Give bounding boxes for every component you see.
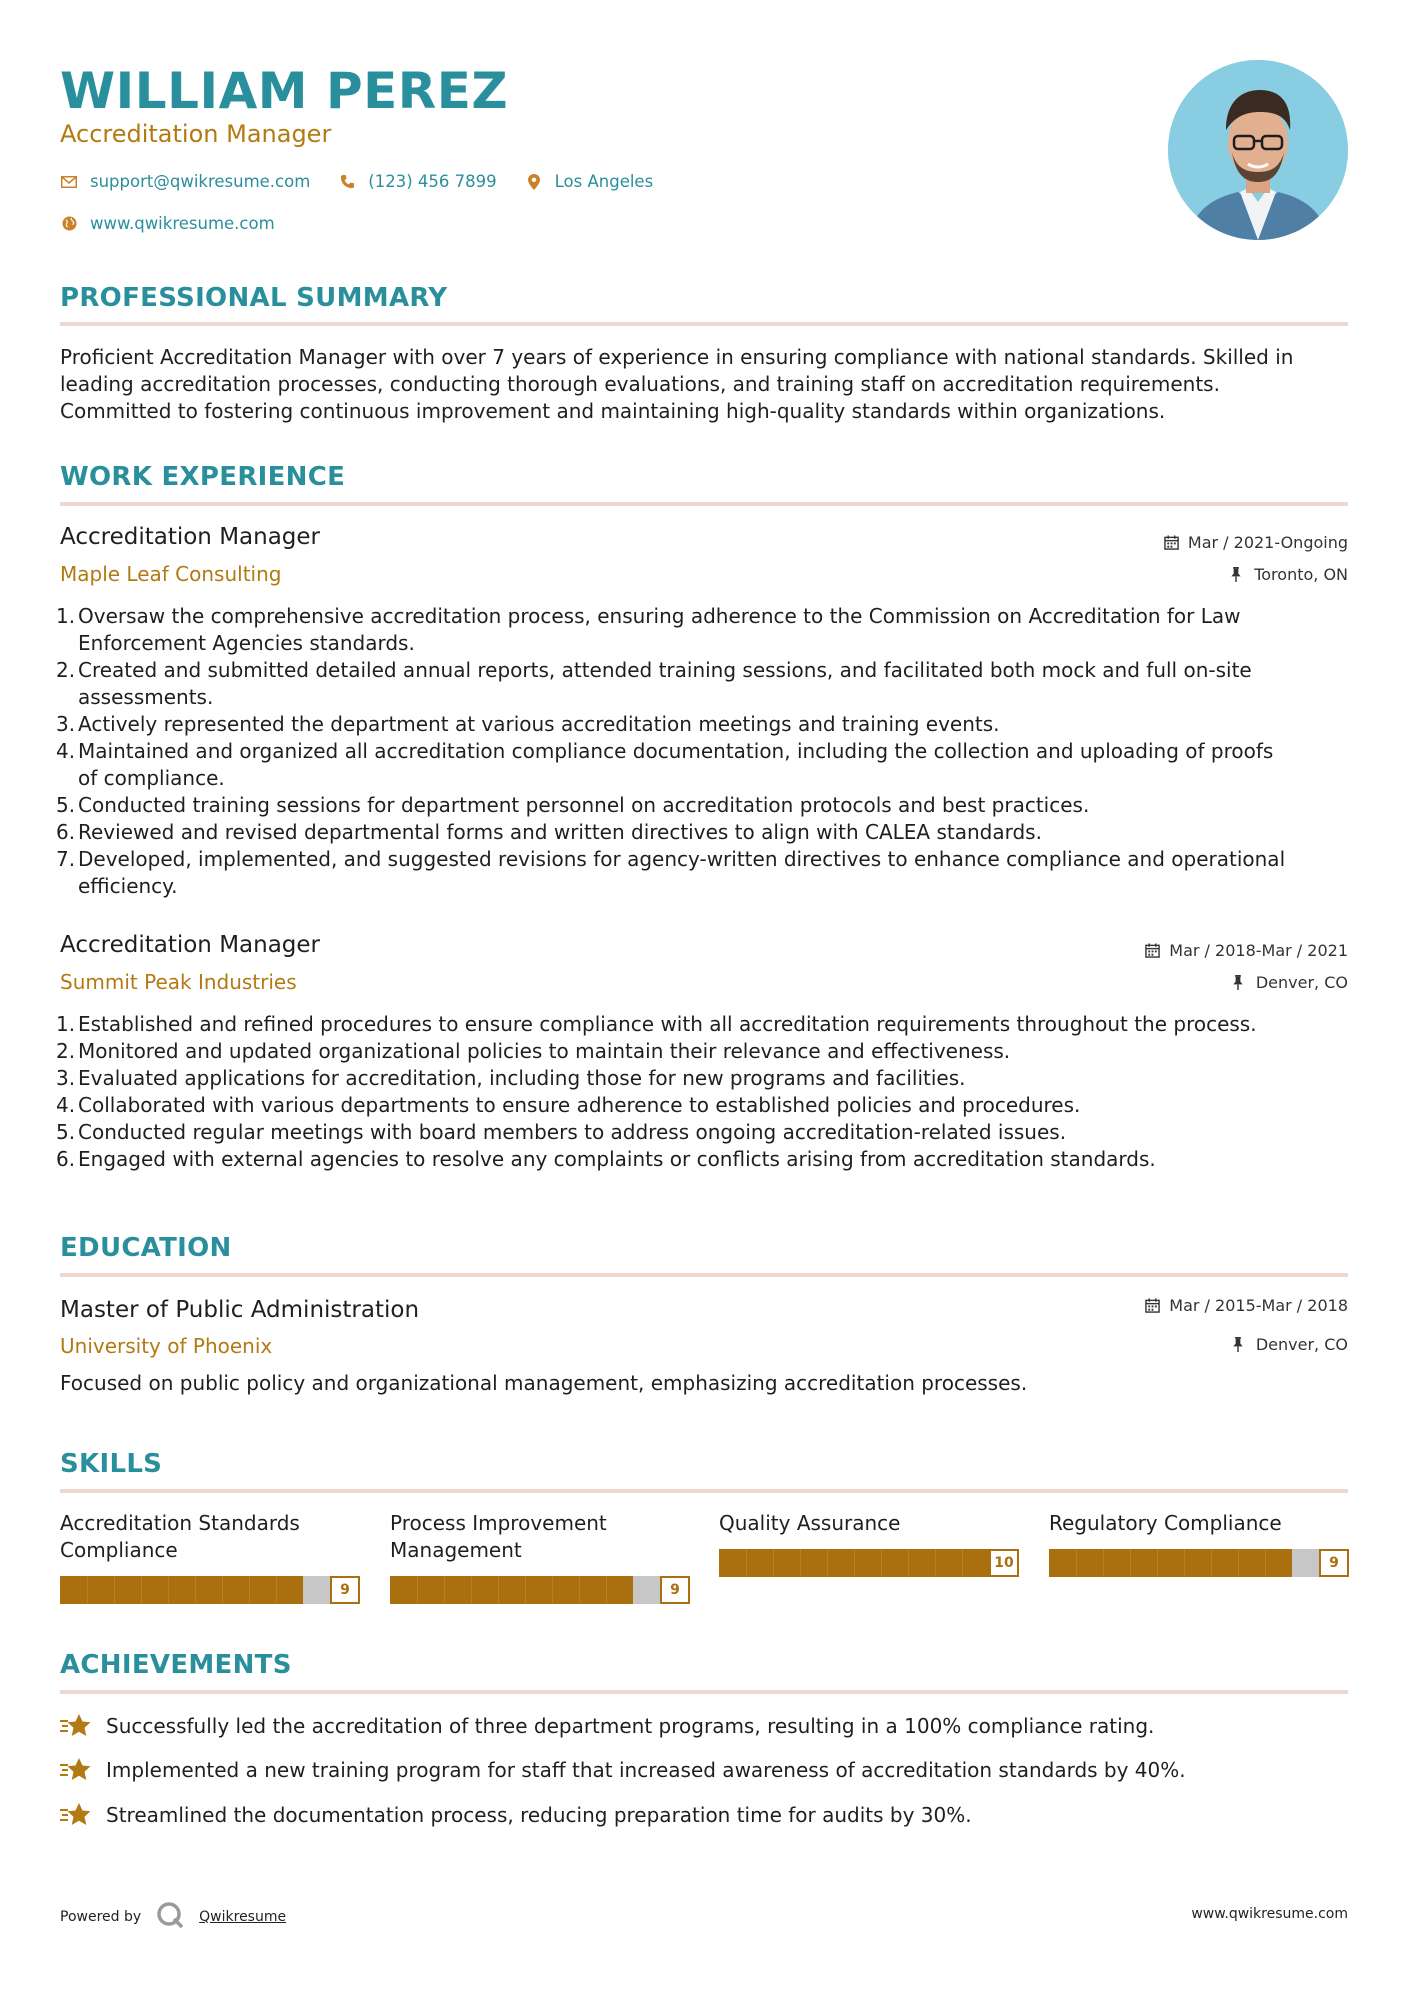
skill-bar-segment — [195, 1576, 196, 1604]
skill-score-badge: 10 — [989, 1549, 1019, 1577]
contact-phone[interactable] — [338, 172, 496, 191]
list-item: 3. Evaluated applications for accreditation, including those for new programs and facilities. — [56, 1066, 966, 1090]
skill-bar-segment — [579, 1576, 580, 1604]
profile-photo — [1168, 60, 1348, 240]
star-award-icon — [60, 1713, 92, 1739]
job-location — [1230, 565, 1348, 584]
skill-bar-segment — [881, 1549, 882, 1577]
school-name: University of Phoenix — [60, 1334, 273, 1358]
skill-bar-segment — [1184, 1549, 1185, 1577]
star-award-icon — [60, 1757, 92, 1783]
education-description: Focused on public policy and organizational management, emphasizing accreditation processes. — [60, 1371, 1028, 1395]
list-item: 2. Monitored and updated organizational policies to maintain their relevance and effectiveness. — [56, 1039, 1011, 1063]
skill-bar-segment — [935, 1549, 936, 1577]
job-bullets — [56, 603, 1350, 900]
qwikresume-logo-icon — [155, 1900, 185, 1934]
skill-rating-bar — [719, 1549, 1019, 1577]
skill-label: Regulatory Compliance — [1049, 1511, 1282, 1535]
list-item: 1. Established and refined procedures to ensure compliance with all accreditation requirements throughout the process. — [56, 1012, 1257, 1036]
skill-bar-segment — [1076, 1549, 1077, 1577]
skill-bar-segment — [417, 1576, 418, 1604]
website-text: www.qwikresume.com — [90, 214, 275, 233]
summary-heading: PROFESSIONAL SUMMARY — [60, 283, 448, 313]
phone-icon — [338, 173, 356, 191]
envelope-icon — [60, 173, 78, 191]
skill-bar-segment — [908, 1549, 909, 1577]
dates-text: Mar / 2021-Ongoing — [1187, 533, 1348, 552]
list-item: 7. Developed, implemented, and suggested revisions for agency-written directives to enhance compliance and operational efficiency. — [56, 847, 1286, 898]
experience-heading: WORK EXPERIENCE — [60, 462, 346, 492]
skill-bar-segment — [773, 1549, 774, 1577]
email-text: support@qwikresume.com — [90, 172, 311, 191]
education-heading: EDUCATION — [60, 1233, 232, 1263]
skill-label: Process Improvement Management — [390, 1511, 607, 1562]
list-item: 5. Conducted regular meetings with board members to address ongoing accreditation-related issues. — [56, 1120, 1067, 1144]
footer-powered-by — [60, 1900, 286, 1934]
pushpin-icon — [1232, 1337, 1248, 1353]
company-name: Summit Peak Industries — [60, 970, 297, 994]
globe-icon — [60, 215, 78, 233]
list-item: 6. Reviewed and revised departmental forms and written directives to align with CALEA standards. — [56, 820, 1042, 844]
section-divider — [60, 322, 1348, 326]
skill-bar-segment — [471, 1576, 472, 1604]
summary-line: leading accreditation processes, conducting thorough evaluations, and training staff on accreditation requirements. — [60, 372, 1220, 396]
list-item: 4. Collaborated with various departments to ensure adherence to established policies and procedures. — [56, 1093, 1081, 1117]
location-text: Los Angeles — [554, 172, 654, 191]
map-pin-icon — [525, 173, 543, 191]
phone-text: (123) 456 7899 — [368, 172, 497, 191]
skill-label: Accreditation Standards Compliance — [60, 1511, 300, 1562]
location-text: Denver, CO — [1255, 973, 1348, 992]
skills-heading: SKILLS — [60, 1449, 163, 1479]
skill-item — [719, 1510, 1019, 1571]
candidate-title: Accreditation Manager — [60, 120, 332, 148]
skill-item — [1049, 1510, 1349, 1571]
pushpin-icon — [1232, 975, 1248, 991]
pushpin-icon — [1230, 567, 1246, 583]
education-dates — [1145, 1296, 1348, 1315]
job-dates — [1164, 533, 1348, 552]
skill-bar-segment — [444, 1576, 445, 1604]
skill-bar-segment — [222, 1576, 223, 1604]
skill-score-badge: 9 — [1319, 1549, 1349, 1577]
skill-label: Quality Assurance — [719, 1511, 901, 1535]
skill-rating-bar — [60, 1576, 360, 1604]
skill-bar-fill — [390, 1576, 633, 1604]
list-item: 1. Oversaw the comprehensive accreditation process, ensuring adherence to the Commission on Accreditation for Law Enforcement Agencies standards. — [56, 604, 1241, 655]
skill-bar-segment — [746, 1549, 747, 1577]
contact-email[interactable] — [60, 172, 310, 191]
candidate-name: WILLIAM PEREZ — [60, 62, 509, 120]
section-divider — [60, 502, 1348, 506]
skill-item — [390, 1510, 690, 1598]
location-text: Toronto, ON — [1254, 565, 1348, 584]
skill-bar-segment — [962, 1549, 963, 1577]
skill-bar-segment — [800, 1549, 801, 1577]
skill-bar-segment — [276, 1576, 277, 1604]
skill-score-badge: 9 — [660, 1576, 690, 1604]
skill-bar-segment — [552, 1576, 553, 1604]
achievement-text: Streamlined the documentation process, reducing preparation time for audits by 30%. — [106, 1803, 972, 1827]
skill-bar-segment — [1238, 1549, 1239, 1577]
contact-website[interactable] — [60, 214, 275, 233]
summary-line: Proficient Accreditation Manager with over 7 years of experience in ensuring compliance with national standards. Skilled in — [60, 345, 1294, 369]
job-dates — [1145, 941, 1348, 960]
company-name: Maple Leaf Consulting — [60, 562, 282, 586]
list-item: 5. Conducted training sessions for department personnel on accreditation protocols and best practices. — [56, 793, 1090, 817]
skill-bar-segment — [525, 1576, 526, 1604]
footer-website-link[interactable]: www.qwikresume.com — [1191, 1906, 1348, 1922]
job-location — [1232, 973, 1348, 992]
calendar-icon — [1164, 535, 1180, 551]
list-item: 2. Created and submitted detailed annual reports, attended training sessions, and facilitated both mock and full on-site assessments. — [56, 658, 1252, 709]
skill-bar-segment — [1130, 1549, 1131, 1577]
achievement-item — [60, 1713, 1154, 1739]
brand-link[interactable]: Qwikresume — [199, 1909, 287, 1925]
powered-by-label: Powered by — [60, 1909, 142, 1925]
dates-text: Mar / 2018-Mar / 2021 — [1169, 941, 1348, 960]
summary-text — [60, 344, 1350, 425]
skill-item — [60, 1510, 360, 1598]
skill-bar-segment — [498, 1576, 499, 1604]
skill-bar-segment — [87, 1576, 88, 1604]
education-location — [1232, 1335, 1348, 1354]
skill-bar-segment — [168, 1576, 169, 1604]
skill-bar-segment — [1103, 1549, 1104, 1577]
skill-bar-segment — [114, 1576, 115, 1604]
section-divider — [60, 1489, 1348, 1493]
degree-title: Master of Public Administration — [60, 1297, 420, 1323]
contact-row-web — [60, 214, 293, 233]
skill-bar-segment — [1157, 1549, 1158, 1577]
achievement-text: Implemented a new training program for staff that increased awareness of accreditation standards by 40%. — [106, 1758, 1186, 1782]
skill-bar-segment — [854, 1549, 855, 1577]
job-title: Accreditation Manager — [60, 524, 321, 550]
job-title: Accreditation Manager — [60, 932, 321, 958]
achievement-item — [60, 1802, 972, 1828]
section-divider — [60, 1690, 1348, 1694]
skill-bar-segment — [1211, 1549, 1212, 1577]
achievement-item — [60, 1757, 1186, 1783]
calendar-icon — [1145, 1298, 1161, 1314]
contact-row — [60, 172, 671, 191]
skill-bar-segment — [827, 1549, 828, 1577]
skill-score-badge: 9 — [330, 1576, 360, 1604]
star-award-icon — [60, 1802, 92, 1828]
skill-bar-segment — [141, 1576, 142, 1604]
list-item: 4. Maintained and organized all accreditation compliance documentation, including the collection and uploading of proofs of compliance. — [56, 739, 1274, 790]
contact-location — [525, 172, 654, 191]
dates-text: Mar / 2015-Mar / 2018 — [1169, 1296, 1348, 1315]
achievements-heading: ACHIEVEMENTS — [60, 1650, 292, 1680]
skill-bar-fill — [1049, 1549, 1292, 1577]
section-divider — [60, 1273, 1348, 1277]
skill-bar-segment — [1265, 1549, 1266, 1577]
list-item: 6. Engaged with external agencies to resolve any complaints or conflicts arising from accreditation standards. — [56, 1147, 1156, 1171]
skill-bar-segment — [249, 1576, 250, 1604]
summary-line: Committed to fostering continuous improvement and maintaining high-quality standards within organizations. — [60, 399, 1166, 423]
skill-bar-segment — [606, 1576, 607, 1604]
job-bullets — [56, 1011, 1350, 1173]
list-item: 3. Actively represented the department at various accreditation meetings and training events. — [56, 712, 1000, 736]
skill-rating-bar — [1049, 1549, 1349, 1577]
location-text: Denver, CO — [1255, 1335, 1348, 1354]
achievement-text: Successfully led the accreditation of three department programs, resulting in a 100% compliance rating. — [106, 1714, 1155, 1738]
skill-rating-bar — [390, 1576, 690, 1604]
calendar-icon — [1145, 943, 1161, 959]
skill-bar-fill — [60, 1576, 303, 1604]
